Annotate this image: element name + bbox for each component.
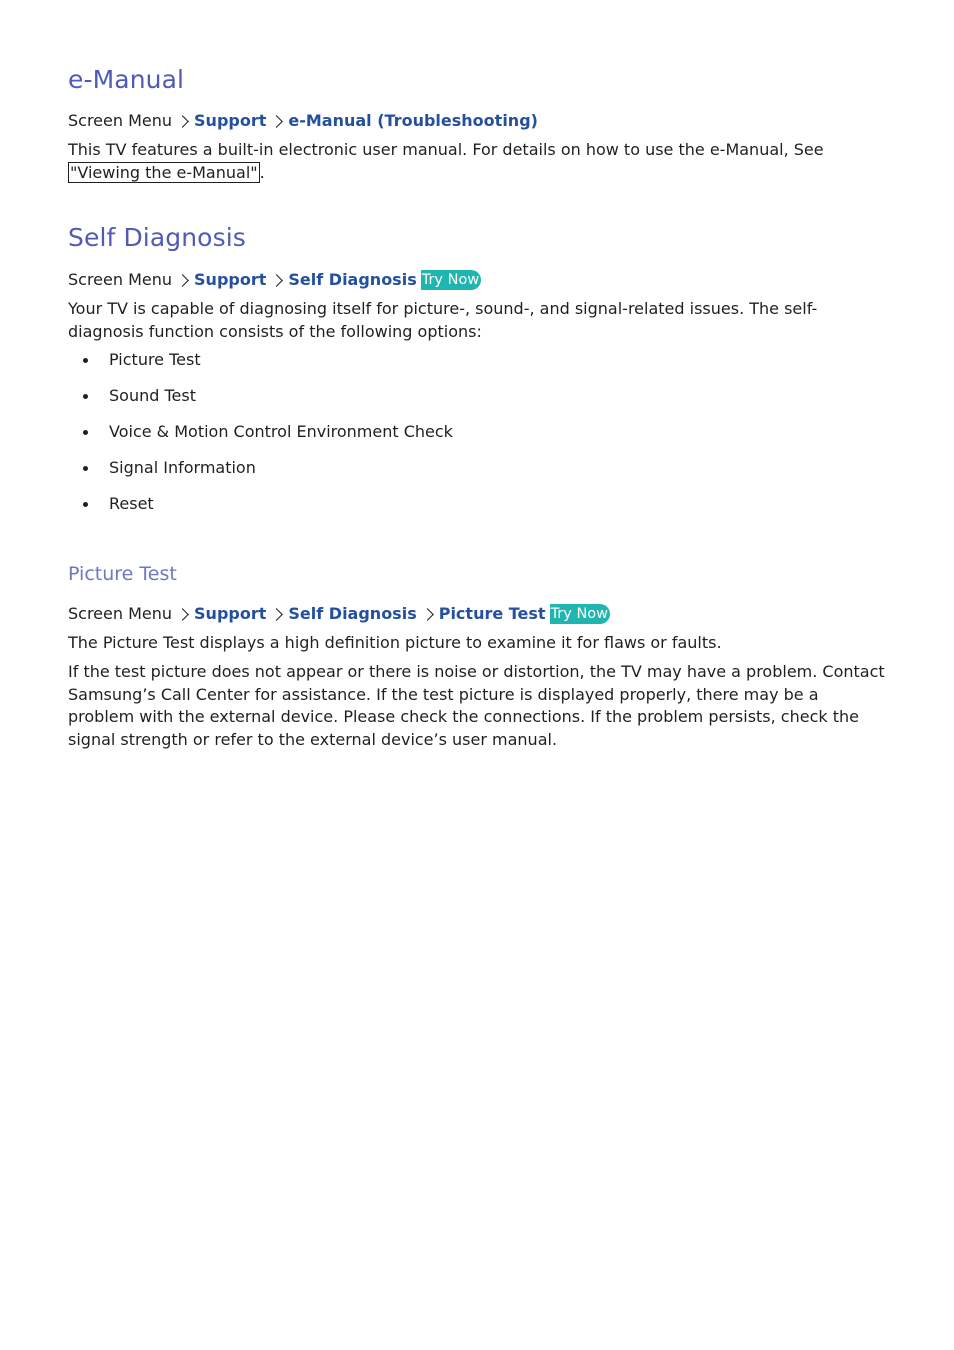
self-diagnosis-menu-path <box>68 269 481 291</box>
chevron-right-icon <box>271 274 284 287</box>
list-item <box>68 457 768 493</box>
self-diagnosis-description: Your TV is capable of diagnosing itself for picture-, sound-, and signal-related issues. The self-diagnosis function consists of the following options: <box>68 299 818 341</box>
bullet-icon <box>83 358 88 363</box>
bullet-icon <box>83 394 88 399</box>
chevron-right-icon <box>176 115 189 128</box>
bullet-icon <box>83 466 88 471</box>
picture-test-menu-path <box>68 603 610 625</box>
list-item <box>68 385 768 421</box>
path-link-support[interactable]: Support <box>194 111 267 130</box>
path-link-support[interactable]: Support <box>194 270 267 289</box>
try-now-button[interactable]: Try Now <box>421 272 480 288</box>
path-root: Screen Menu <box>68 111 173 130</box>
option-label: Signal Information <box>109 458 256 477</box>
emanual-heading: e-Manual <box>68 65 185 94</box>
picture-test-troubleshooting: If the test picture does not appear or there is noise or distortion, the TV may have a problem. Contact Samsung’s Call Center for assistance. If the test picture is displayed properly, there may be a problem with the external device. Please check the connections. If the problem persists, check the signal strength or refer to the external device’s user manual. <box>68 662 885 749</box>
emanual-menu-path <box>68 110 538 132</box>
emanual-after-ref: . <box>259 162 265 182</box>
chevron-right-icon <box>176 274 189 287</box>
path-link-picture-test[interactable]: Picture Test <box>438 604 546 623</box>
bullet-icon <box>83 430 88 435</box>
viewing-emanual-link[interactable]: "Viewing the e-Manual" <box>70 162 258 182</box>
emanual-description <box>68 139 868 184</box>
path-link-self-diagnosis[interactable]: Self Diagnosis <box>288 604 417 623</box>
path-link-emanual-troubleshooting[interactable]: e-Manual (Troubleshooting) <box>288 111 538 130</box>
picture-test-description: The Picture Test displays a high definition picture to examine it for flaws or faults. <box>68 633 722 652</box>
self-diagnosis-heading: Self Diagnosis <box>68 223 246 252</box>
self-diagnosis-options-list <box>68 349 768 529</box>
list-item <box>68 421 768 457</box>
option-label: Reset <box>109 494 154 513</box>
path-root: Screen Menu <box>68 270 173 289</box>
chevron-right-icon <box>271 115 284 128</box>
path-root: Screen Menu <box>68 604 173 623</box>
option-label: Sound Test <box>109 386 196 405</box>
option-label: Voice & Motion Control Environment Check <box>109 422 453 441</box>
option-label: Picture Test <box>109 350 201 369</box>
chevron-right-icon <box>421 608 434 621</box>
list-item <box>68 493 768 529</box>
bullet-icon <box>83 502 88 507</box>
emanual-body-text: This TV features a built-in electronic user manual. For details on how to use the e-Manual, See <box>68 140 824 159</box>
picture-test-heading: Picture Test <box>68 563 177 585</box>
try-now-button[interactable]: Try Now <box>550 606 609 622</box>
path-link-self-diagnosis[interactable]: Self Diagnosis <box>288 270 417 289</box>
path-link-support[interactable]: Support <box>194 604 267 623</box>
list-item <box>68 349 768 385</box>
chevron-right-icon <box>176 608 189 621</box>
chevron-right-icon <box>271 608 284 621</box>
